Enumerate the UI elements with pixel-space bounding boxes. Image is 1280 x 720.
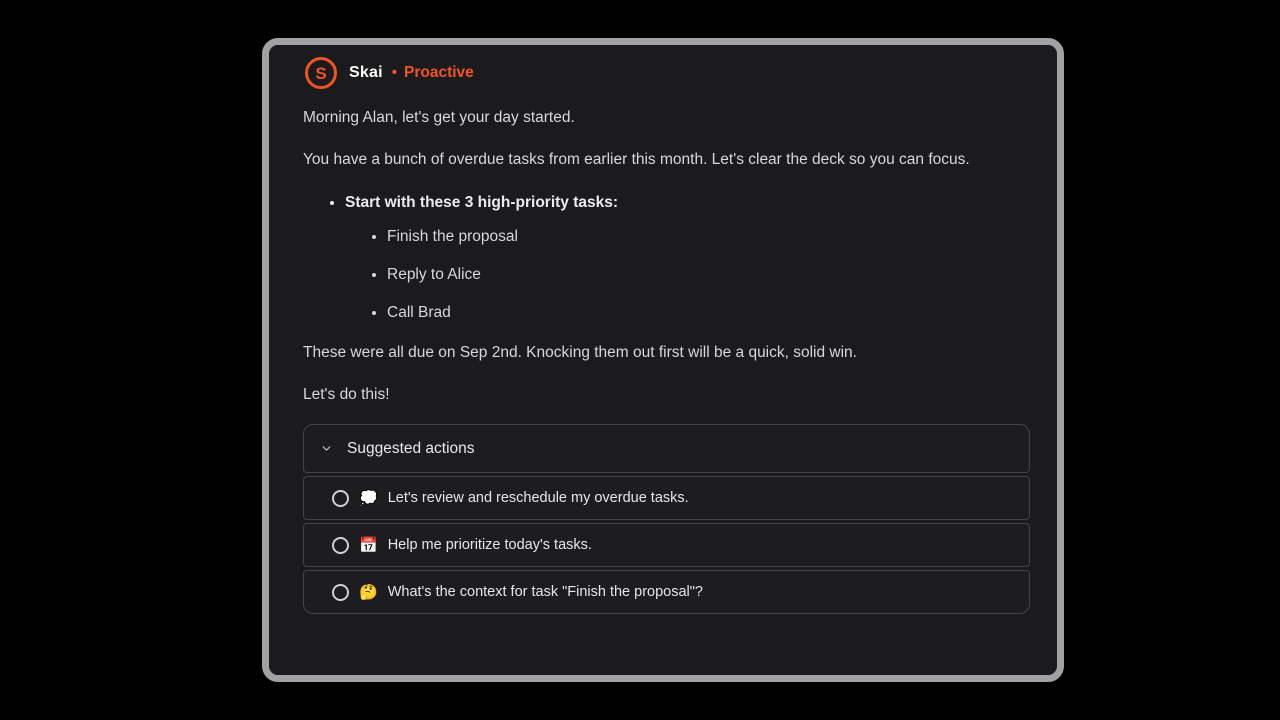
chat-content bbox=[269, 45, 1057, 675]
calendar-icon: 📅 bbox=[359, 536, 378, 554]
task-item: • Finish the proposal bbox=[387, 224, 1030, 250]
skai-logo-icon bbox=[303, 55, 339, 91]
priority-list bbox=[303, 189, 1030, 326]
mode-separator-dot: • bbox=[391, 64, 397, 81]
app-header bbox=[303, 55, 1030, 91]
task-item: • Reply to Alice bbox=[387, 262, 1030, 288]
action-label: Help me prioritize today's tasks. bbox=[387, 537, 592, 553]
skai-chat-window bbox=[262, 38, 1064, 682]
suggested-actions-title: Suggested actions bbox=[347, 439, 475, 457]
radio-button[interactable] bbox=[332, 537, 349, 554]
overview-text: You have a bunch of overdue tasks from earlier this month. Let's clear the deck so you can focus. bbox=[303, 151, 970, 168]
suggested-actions-header[interactable] bbox=[303, 424, 1030, 473]
task-item: • Call Brad bbox=[387, 300, 1030, 326]
radio-button[interactable] bbox=[332, 490, 349, 507]
suggested-actions-panel bbox=[303, 424, 1030, 614]
priority-list-heading: Start with these 3 high-priority tasks: bbox=[345, 194, 619, 211]
due-note-text: These were all due on Sep 2nd. Knocking them out first will be a quick, solid win. bbox=[303, 344, 857, 361]
suggested-action-reschedule[interactable] bbox=[303, 476, 1030, 520]
thought-balloon-icon: 💭 bbox=[359, 489, 378, 507]
suggested-action-context[interactable] bbox=[303, 570, 1030, 614]
radio-button[interactable] bbox=[332, 584, 349, 601]
task-sublist bbox=[345, 224, 1030, 326]
greeting-text: Morning Alan, let's get your day started. bbox=[303, 109, 575, 126]
mode-label: Proactive bbox=[403, 64, 474, 81]
svg-text:S: S bbox=[315, 64, 327, 83]
action-label: What's the context for task "Finish the proposal"? bbox=[387, 584, 703, 600]
thinking-face-icon: 🤔 bbox=[359, 583, 378, 601]
action-label: Let's review and reschedule my overdue tasks. bbox=[387, 490, 689, 506]
chevron-down-icon bbox=[320, 442, 333, 455]
priority-list-item bbox=[345, 189, 1030, 326]
closing-text: Let's do this! bbox=[303, 386, 390, 403]
suggested-action-prioritize[interactable] bbox=[303, 523, 1030, 567]
app-name: Skai bbox=[349, 64, 383, 81]
